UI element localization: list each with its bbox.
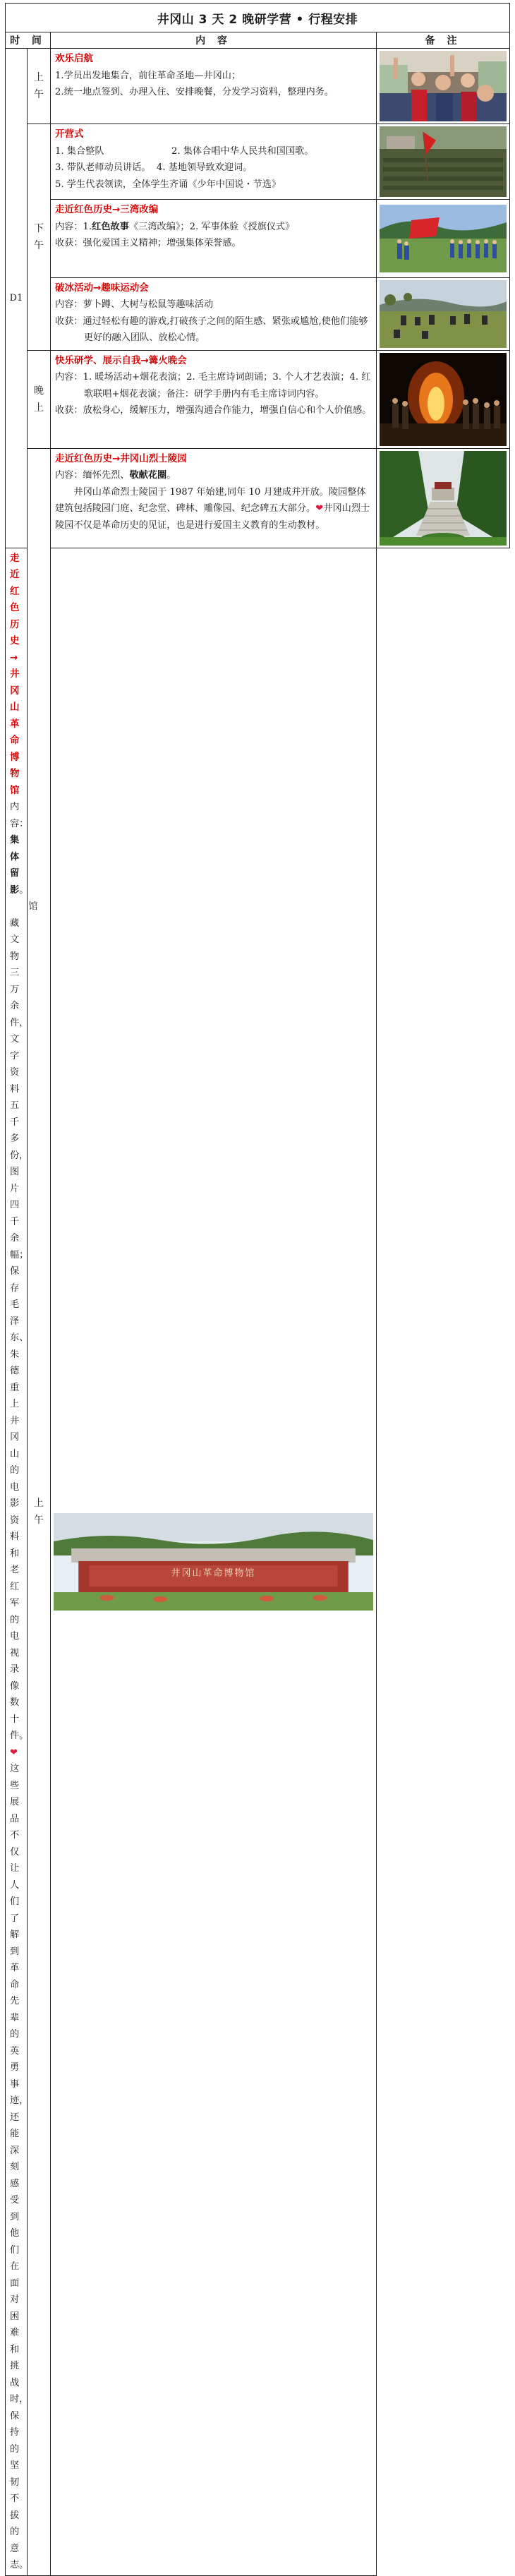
- photo-cell: [51, 548, 377, 2575]
- content-line: 2.统一地点签到、办理入住、安排晚餐，分发学习资料，整理内务。: [55, 87, 334, 97]
- section-title: 走近红色历史→三湾改编: [55, 204, 159, 215]
- content-line: 5. 学生代表领读，全体学生齐诵《少年中国说・节选》: [55, 179, 281, 190]
- content-line: 1.学员出发地集合，前往革命圣地—井冈山；: [55, 70, 241, 81]
- header-notes: 备 注: [377, 32, 510, 49]
- section-museum: 走近红色历史→井冈山革命博物馆 内容：集体留影。 馆藏文物三万余件，文字资料五千多份，图片四千余幅；保存毛泽东、朱德重上井冈山的电影资料和老红军的电视录像数十件。❤这些展品不仅让人们了解到革命先辈的英勇事迹，还能深刻感受到他们在面对困难和挑战时，保持的坚韧不拔的意志。: [6, 548, 28, 2575]
- section-title: 快乐研学、展示自我→篝火晚会: [55, 354, 187, 366]
- section-cemetery: 走近红色历史→井冈山烈士陵园 内容：缅怀先烈、敬献花圈。 井冈山革命烈士陵园于 1987 年始建,同年 10 月建成并开放。陵园整体建筑包括陵园门庭、纪念堂、碑林、雕像园、纪念碑五大部分。❤井冈山烈士陵园不仅是革命历史的见证，也是进行爱国主义教育的生动教材。: [51, 448, 377, 548]
- highlight-text: 红色故事: [92, 221, 129, 232]
- photo-cell: [377, 350, 510, 448]
- section-icebreaker: [51, 277, 377, 350]
- period-afternoon: 下 午: [28, 124, 51, 351]
- section-opening: [51, 124, 377, 200]
- museum-sign-text: 井冈山革命博物馆: [171, 1567, 256, 1579]
- header-time: 时 间: [6, 32, 51, 49]
- content-line: 收获：放松身心，缓解压力，增强沟通合作能力，增强自信心和个人价值感。: [55, 405, 372, 416]
- content-line: 收获：通过轻松有趣的游戏,打破孩子之间的陌生感、紧张或尴尬,使他们能够更好的融入团队、放松心情。: [55, 315, 368, 343]
- photo-cell: [377, 277, 510, 350]
- photo-cell: [377, 448, 510, 548]
- section-title: 欢乐启航: [55, 53, 93, 64]
- heart-icon: ❤: [315, 503, 324, 514]
- page-title: 井冈山 3 天 2 晚研学营 • 行程安排: [6, 4, 510, 32]
- section-departure: [51, 49, 377, 124]
- section-title: 走近红色历史→井冈山烈士陵园: [55, 452, 187, 464]
- highlight-text: 集体留影: [10, 835, 20, 896]
- header-content: 内 容: [51, 32, 377, 49]
- content-line: 2. 集体合唱中华人民共和国国歌。: [171, 145, 314, 157]
- content-line: 4. 基地领导致欢迎词。: [156, 162, 253, 173]
- content-line: 1. 集合整队: [55, 145, 104, 157]
- flag-ceremony-photo: [380, 205, 507, 272]
- section-title: 破冰活动→趣味运动会: [55, 282, 149, 294]
- games-photo: [380, 280, 507, 348]
- section-title: 走近红色历史→井冈山革命博物馆: [10, 552, 20, 796]
- itinerary-table: [5, 3, 510, 2576]
- content-line: 收获：强化爱国主义精神；增强集体荣誉感。: [55, 238, 241, 248]
- highlight-text: 敬献花圈: [129, 470, 167, 481]
- section-title: 开营式: [55, 128, 84, 140]
- photo-cell: [377, 200, 510, 278]
- flag-parade-photo: [380, 126, 507, 197]
- section-sanwan: 走近红色历史→三湾改编 内容：1.红色故事《三湾改编》；2. 军事体验《授旗仪式》 收获：强化爱国主义精神；增强集体荣誉感。: [51, 200, 377, 278]
- bonfire-photo: [380, 353, 507, 446]
- period-morning: 上 午: [28, 49, 51, 124]
- photo-cell: [377, 49, 510, 124]
- content-line: 3. 带队老师动员讲话。: [55, 162, 151, 173]
- bus-photo: [380, 51, 507, 121]
- photo-cell: [377, 124, 510, 200]
- content-line: 内容：1. 暖场活动+烟花表演；2. 毛主席诗词朗诵；3. 个人才艺表演；4. 红歌联唱+烟花表演；备注：研学手册内有毛主席诗词内容。: [55, 372, 371, 399]
- period-evening: 晚 上: [28, 350, 51, 448]
- cemetery-photo: [380, 451, 507, 546]
- period-morning-day2: 上 午: [28, 448, 51, 2575]
- content-line: 内容：萝卜蹲、大树与松鼠等趣味活动: [55, 299, 214, 310]
- section-bonfire: [51, 350, 377, 448]
- day-label: D1: [6, 49, 28, 548]
- museum-photo: [54, 1513, 373, 1611]
- heart-icon: ❤: [10, 1747, 18, 1758]
